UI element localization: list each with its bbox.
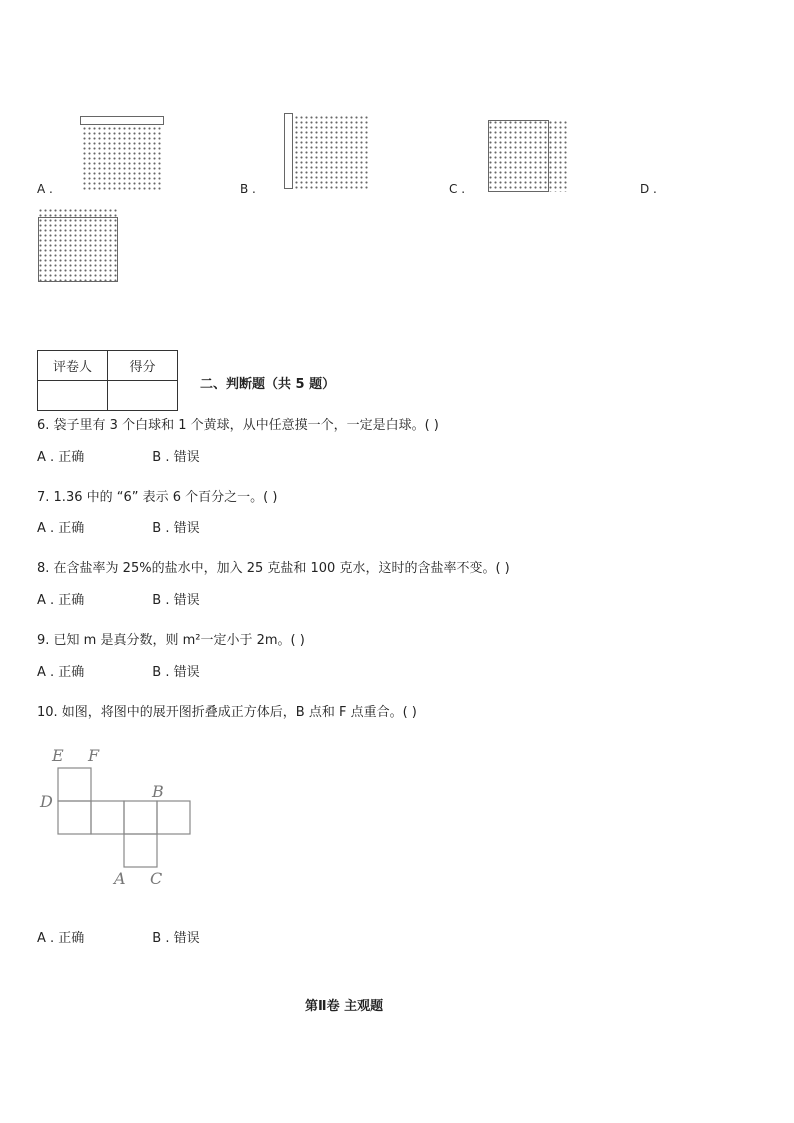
option-wrong[interactable]: B . 错误 xyxy=(152,521,200,536)
option-correct[interactable]: A . 正确 xyxy=(37,931,85,946)
question-9: 9. 已知 m 是真分数，则 m²一定小于 2m。( ) xyxy=(37,633,305,648)
option-d-label: D . xyxy=(640,182,657,196)
section-title: 二、判断题（共 5 题） xyxy=(200,377,336,392)
question-10: 10. 如图，将图中的展开图折叠成正方体后，B 点和 F 点重合。( ) xyxy=(37,705,417,720)
option-correct[interactable]: A . 正确 xyxy=(37,521,85,536)
answer-row-8 xyxy=(37,589,200,608)
reviewer-header: 评卷人 xyxy=(38,351,108,381)
option-wrong[interactable]: B . 错误 xyxy=(152,450,200,465)
net-square-4 xyxy=(157,801,190,834)
net-square-2 xyxy=(91,801,124,834)
option-correct[interactable]: A . 正确 xyxy=(37,450,85,465)
answer-row-6 xyxy=(37,446,200,465)
option-d-figure xyxy=(38,208,118,282)
option-b-figure xyxy=(284,113,368,189)
net-label-e: E xyxy=(52,746,64,765)
question-7: 7. 1.36 中的 “6” 表示 6 个百分之一。( ) xyxy=(37,490,278,505)
net-label-b: B xyxy=(152,782,164,801)
option-c-label: C . xyxy=(449,182,466,196)
question-6: 6. 袋子里有 3 个白球和 1 个黄球，从中任意摸一个，一定是白球。( ) xyxy=(37,418,439,433)
net-square-bottom xyxy=(124,834,157,867)
cube-net-figure xyxy=(38,743,208,893)
option-a-figure xyxy=(80,116,164,192)
option-a-label: A . xyxy=(37,182,53,196)
net-square-top xyxy=(58,768,91,801)
answer-row-7 xyxy=(37,517,200,536)
net-label-a: A xyxy=(114,869,126,888)
net-label-c: C xyxy=(150,869,163,888)
score-table xyxy=(37,350,178,411)
answer-row-9 xyxy=(37,661,200,680)
option-correct[interactable]: A . 正确 xyxy=(37,593,85,608)
net-label-d: D xyxy=(40,792,53,811)
option-wrong[interactable]: B . 错误 xyxy=(152,931,200,946)
score-header: 得分 xyxy=(108,351,178,381)
option-correct[interactable]: A . 正确 xyxy=(37,665,85,680)
net-label-f: F xyxy=(88,746,100,765)
score-cell xyxy=(108,381,178,411)
answer-row-10 xyxy=(37,927,200,946)
option-b-label: B . xyxy=(240,182,256,196)
net-square-3 xyxy=(124,801,157,834)
option-wrong[interactable]: B . 错误 xyxy=(152,593,200,608)
question-8: 8. 在含盐率为 25%的盐水中，加入 25 克盐和 100 克水，这时的含盐率不变。( ) xyxy=(37,561,510,576)
part-title: 第Ⅱ卷 主观题 xyxy=(305,999,384,1014)
net-square-1 xyxy=(58,801,91,834)
reviewer-cell xyxy=(38,381,108,411)
option-c-figure xyxy=(488,120,568,192)
option-wrong[interactable]: B . 错误 xyxy=(152,665,200,680)
